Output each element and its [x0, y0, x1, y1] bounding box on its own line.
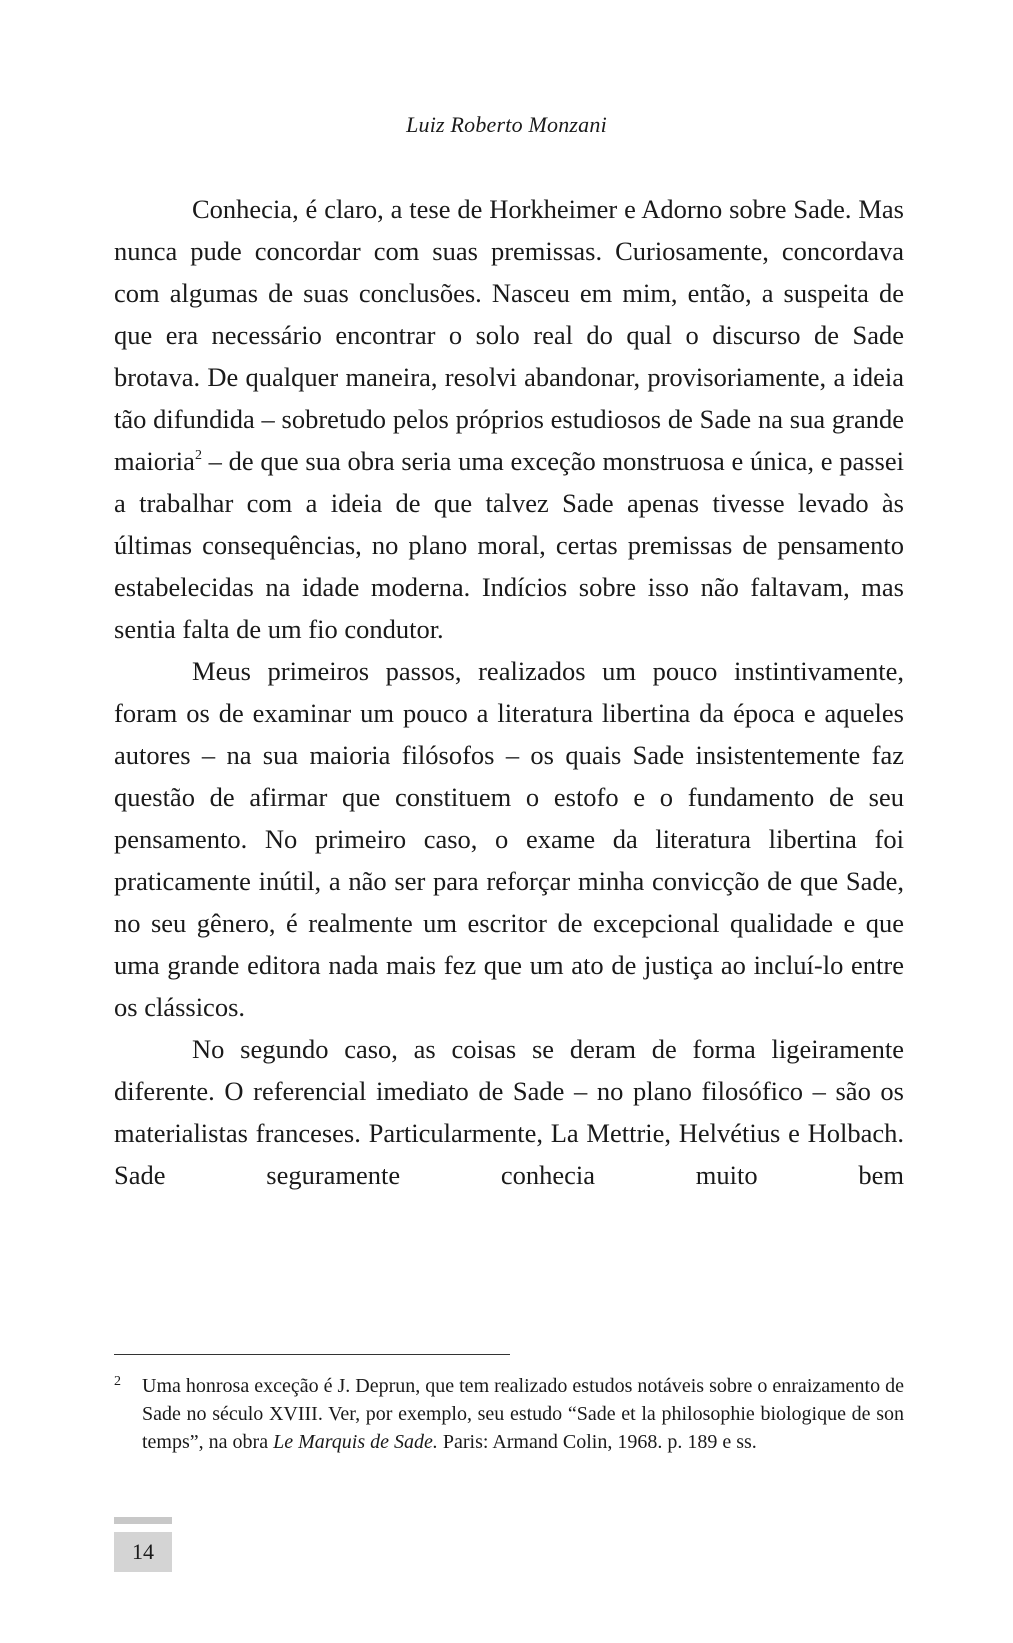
running-head-author: Luiz Roberto Monzani — [406, 112, 607, 137]
footnote-text-end: Paris: Armand Colin, 1968. p. 189 e ss. — [437, 1431, 757, 1453]
page-number: 14 — [114, 1532, 172, 1572]
body-text — [114, 188, 904, 1196]
footnote-text-start: Uma honrosa exceção é J. Deprun, que tem realizado estudos notáveis sobre o enraizamento de Sade no século XVIII. Ver, por exemplo, seu estudo “Sade et la philosophie biologique de son temps”, na obra — [142, 1375, 904, 1453]
folio-decoration — [114, 1517, 172, 1524]
paragraph-3: No segundo caso, as coisas se deram de forma ligeiramente diferente. O referencial imediato de Sade – no plano filosófico – são os materialistas franceses. Particularmente, La Mettrie, Helvétius e Holbach. Sade seguramente conhecia muito bem — [114, 1034, 904, 1190]
paragraph-1 — [114, 188, 904, 650]
footnote-2 — [114, 1372, 904, 1456]
footnote-reference[interactable]: 2 — [194, 448, 202, 463]
footnote-mark: 2 — [114, 1374, 121, 1389]
paragraph-1-text: Conhecia, é claro, a tese de Horkheimer e Adorno sobre Sade. Mas nunca pude concordar com suas premissas. Curiosamente, concordava com algumas de suas conclusões. Nasceu em mim, então, a suspeita de que era necessário encontrar o solo real do qual o discurso de Sade brotava. De qualquer maneira, resolvi abandonar, provisoriamente, a ideia tão difundida – sobretudo pelos próprios estudiosos de Sade na sua grande maioria — [114, 194, 904, 476]
footnote-cited-title: Le Marquis de Sade. — [273, 1431, 438, 1453]
footnote-text — [142, 1372, 904, 1456]
paragraph-1-text-continued: – de que sua obra seria uma exceção monstruosa e única, e passei a trabalhar com a ideia de que talvez Sade apenas tivesse levado às últimas consequências, no plano moral, certas premissas de pensamento estabelecidas na idade moderna. Indícios sobre isso não faltavam, mas sentia falta de um fio condutor. — [114, 446, 904, 644]
footnote-separator — [114, 1354, 510, 1355]
paragraph-2: Meus primeiros passos, realizados um pouco instintivamente, foram os de examinar um pouco a literatura libertina da época e aqueles autores – na sua maioria filósofos – os quais Sade insistentemente faz questão de afirmar que constituem o estofo e o fundamento de seu pensamento. No primeiro caso, o exame da literatura libertina foi praticamente inútil, a não ser para reforçar minha convicção de que Sade, no seu gênero, é realmente um escritor de excepcional qualidade e que uma grande editora nada mais fez que um ato de justiça ao incluí-lo entre os clássicos. — [114, 656, 904, 1022]
